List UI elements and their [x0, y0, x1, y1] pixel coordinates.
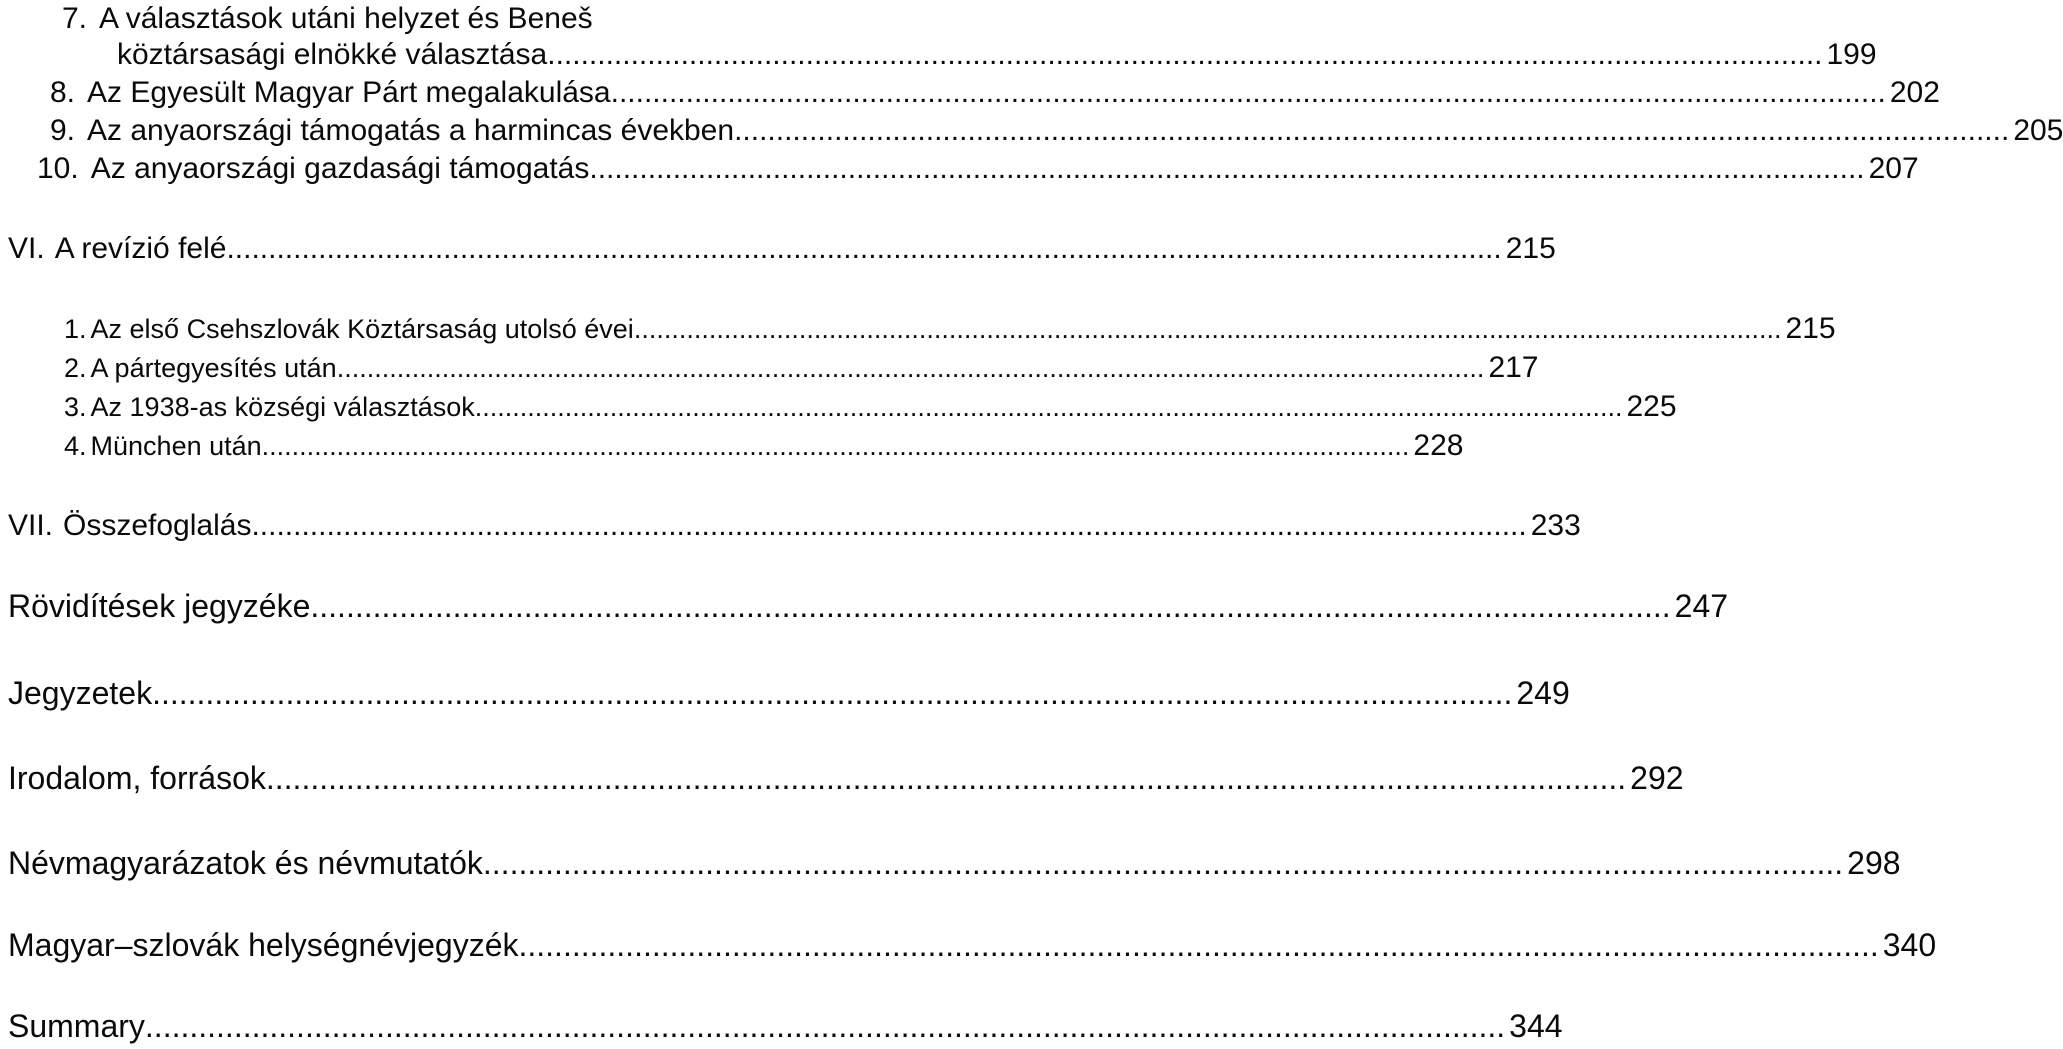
toc-entry [0, 4, 960, 34]
toc-entry [0, 588, 1729, 624]
toc-section-heading [0, 509, 1581, 542]
dot-leader: ......................................................................................................................................................... [734, 114, 2010, 147]
dot-leader: ......................................................................................................................................................... [265, 760, 1627, 796]
dot-leader: ......................................................................................................................................................... [547, 38, 1823, 71]
dot-leader: ......................................................................................................................................................... [518, 927, 1879, 963]
entry-number: 7. [61, 2, 87, 35]
entry-title: Az anyaországi gazdasági támogatás [90, 152, 590, 185]
dot-leader: ......................................................................................................................................................... [226, 232, 1502, 265]
entry-number: 2. [64, 353, 87, 383]
entry-page: 233 [1530, 509, 1581, 542]
entry-title: A választások utáni helyzet és Beneš [99, 2, 593, 35]
entry-number: 9. [50, 114, 76, 147]
dot-leader: ......................................................................................................................................................... [610, 76, 1886, 109]
toc-entry [0, 927, 1937, 963]
dot-leader: ......................................................................................................................................................... [589, 152, 1865, 185]
entry-title: Irodalom, források [8, 760, 266, 796]
entry-page: 292 [1630, 760, 1684, 796]
entry-page: 228 [1413, 429, 1464, 462]
entry-number: 1. [64, 314, 87, 344]
toc-entry [0, 390, 1677, 423]
entry-page: 298 [1847, 845, 1901, 881]
entry-page: 215 [1785, 312, 1836, 345]
entry-page: 199 [1826, 38, 1877, 71]
entry-title: A pártegyesítés után [90, 353, 337, 383]
toc-entry [0, 76, 1940, 109]
entry-title: Jegyzetek [8, 675, 153, 711]
entry-page: 249 [1516, 675, 1570, 711]
entry-number: 10. [37, 152, 79, 185]
toc-entry [0, 351, 1539, 384]
entry-title: Summary [8, 1008, 145, 1044]
entry-page: 215 [1505, 232, 1556, 265]
toc-entry [0, 845, 1901, 881]
entry-page: 344 [1509, 1008, 1563, 1044]
entry-title: Az 1938-as községi választások [90, 392, 475, 422]
entry-page: 217 [1488, 351, 1539, 384]
dot-leader: ......................................................................................................................................................... [261, 431, 1410, 461]
entry-page: 205 [2013, 114, 2063, 147]
toc-entry [0, 152, 1919, 185]
entry-title: Névmagyarázatok és névmutatók [8, 845, 483, 881]
dot-leader: ......................................................................................................................................................... [336, 353, 1485, 383]
entry-page: 340 [1882, 927, 1937, 963]
toc-entry [0, 675, 1570, 711]
toc-entry [0, 760, 1684, 796]
dot-leader: ......................................................................................................................................................... [474, 392, 1623, 422]
toc-entry [0, 429, 1464, 462]
toc-entry [0, 38, 1877, 71]
entry-title: Az Egyesült Magyar Párt megalakulása [87, 76, 611, 109]
entry-number: VII. [8, 509, 54, 542]
entry-title: köztársasági elnökké választása [117, 38, 548, 71]
toc-entry [0, 1008, 1563, 1044]
dot-leader: ......................................................................................................................................................... [152, 675, 1513, 711]
entry-page: 207 [1868, 152, 1919, 185]
toc-entry [0, 114, 2063, 147]
entry-page: 247 [1674, 588, 1729, 624]
dot-leader: ......................................................................................................................................................... [633, 314, 1782, 344]
dot-leader: ......................................................................................................................................................... [251, 509, 1527, 542]
dot-leader: ......................................................................................................................................................... [310, 588, 1671, 624]
entry-page: 202 [1889, 76, 1940, 109]
dot-leader: ......................................................................................................................................................... [482, 845, 1844, 881]
entry-title: A revízió felé [54, 232, 227, 265]
entry-title: Rövidítések jegyzéke [8, 588, 311, 624]
entry-title: Összefoglalás [63, 509, 252, 542]
entry-number: VI. [8, 232, 45, 265]
entry-title: Az első Csehszlovák Köztársaság utolsó évei [90, 314, 634, 344]
dot-leader: ......................................................................................................................................................... [144, 1008, 1506, 1044]
toc-section-heading [0, 232, 1556, 265]
toc-entry [0, 312, 1836, 345]
entry-title: München után [90, 431, 262, 461]
entry-title: Magyar–szlovák helységnévjegyzék [8, 927, 519, 963]
entry-number: 8. [50, 76, 76, 109]
entry-title: Az anyaországi támogatás a harmincas években [87, 114, 735, 147]
entry-number: 4. [64, 431, 87, 461]
entry-page: 225 [1626, 390, 1677, 423]
entry-number: 3. [64, 392, 87, 422]
